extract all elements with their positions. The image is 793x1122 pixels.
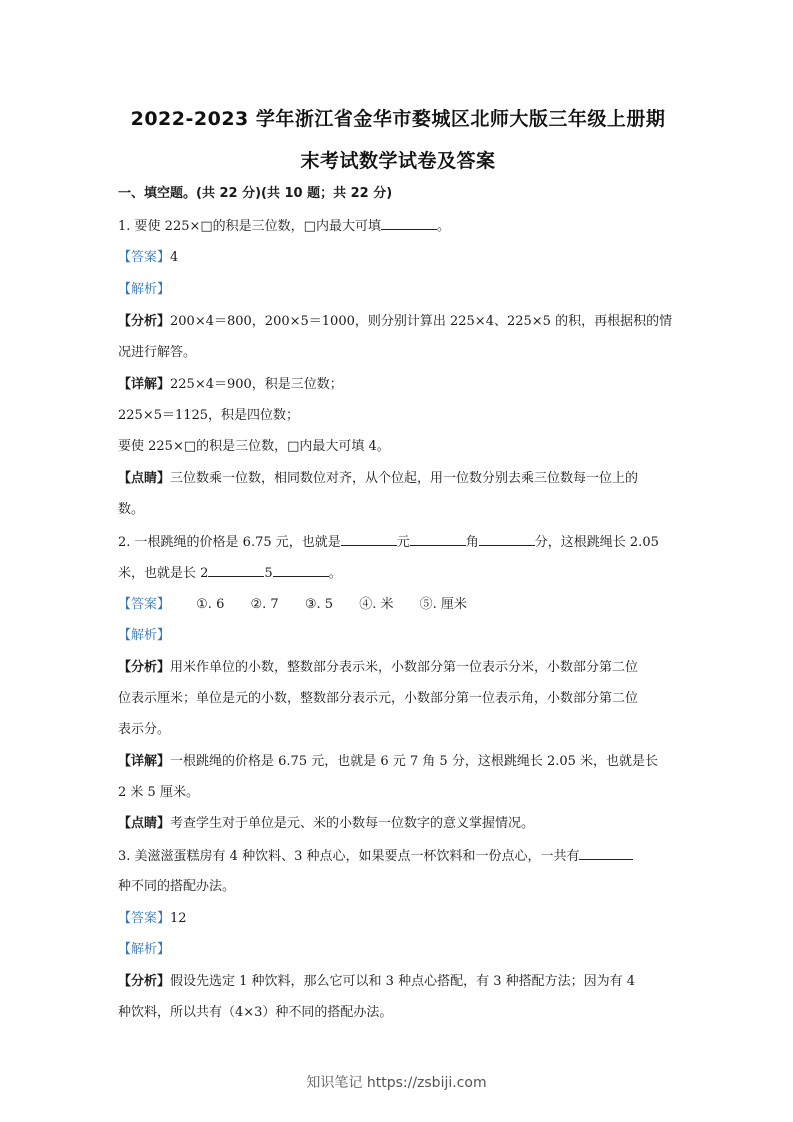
fenxi-tag: 【分析】 [118,974,171,989]
answer-tag: 【答案】 [118,911,171,926]
q2-stem-b3: 。 [328,566,342,581]
q2-fenxi-line3: 表示分。 [118,722,171,737]
fenxi-tag: 【分析】 [118,660,171,675]
dianjing-tag: 【点睛】 [118,471,171,486]
q2-xiangjie-line2: 2 米 5 厘米。 [118,785,199,800]
dianjing-tag: 【点睛】 [118,816,171,831]
q1-fenxi-text: 200×4＝800，200×5＝1000，则分别计算出 225×4、225×5 的积，再根据积的情 [170,314,673,329]
document-title-line2: 末考试数学试卷及答案 [300,150,496,172]
q2-stem-b1: 米，也就是长 2 [118,566,209,581]
q1-xiangjie-line3: 要使 225×□的积是三位数，□内最大可填 4。 [118,439,390,454]
q3-analysis-tag: 【解析】 [118,942,171,957]
q2-fenxi-text: 用米作单位的小数，整数部分表示米，小数部分第一位表示分米，小数部分第二位 [170,660,639,675]
q2-fenxi-line2: 位表示厘米；单位是元的小数，整数部分表示元，小数部分第一位表示角，小数部分第二位 [118,691,639,706]
q1-xiangjie-line2: 225×5＝1125，积是四位数； [118,408,300,423]
q1-fenxi-cont: 况进行解答。 [118,345,197,360]
q3-stem-line2: 种不同的搭配办法。 [118,879,236,894]
q3-stem [118,847,678,866]
q3-fenxi-text: 假设先选定 1 种饮料，那么它可以和 3 种点心搭配，有 3 种搭配方法；因为有 4 [170,974,636,989]
q3-answer [118,910,678,928]
q2-stem-text: 2. 一根跳绳的价格是 6.75 元，也就是 [118,535,341,550]
q2-analysis-tag: 【解析】 [118,628,171,643]
q1-stem-text: 1. 要使 225×□的积是三位数，□内最大可填 [118,219,381,234]
q3-answer-value: 12 [170,911,187,926]
q3-blank [579,847,633,860]
q2-answer-4: ④. 米 [359,597,394,612]
q1-xiangjie-text: 225×4＝900，积是三位数； [170,377,343,392]
q1-stem-end: 。 [436,219,450,234]
q2-stem-line2 [118,564,678,583]
answer-tag: 【答案】 [118,597,171,612]
q2-stem [118,533,678,552]
q1-answer [118,249,678,267]
q2-stem-tail: 分，这根跳绳长 2.05 [534,535,659,550]
q1-blank [381,217,437,230]
q3-stem-text: 3. 美滋滋蛋糕房有 4 种饮料、3 种点心，如果要点一杯饮料和一份点心，一共有 [118,849,580,864]
q1-dianjing-cont: 数。 [118,502,145,517]
footer-watermark: 知识笔记 https://zsbiji.com [306,1075,487,1091]
q2-blank-jiao [410,533,466,546]
q3-fenxi [118,973,678,991]
q1-answer-value: 4 [170,250,179,265]
xiangjie-tag: 【详解】 [118,377,171,392]
q2-dianjing-text: 考查学生对于单位是元、米的小数每一位数字的意义掌握情况。 [170,816,535,831]
q1-fenxi [118,313,678,331]
q2-blank-unit2 [273,564,329,577]
q2-unit-jiao: 角 [465,535,479,550]
q2-blank-unit1 [208,564,264,577]
document-title-line1: 2022-2023 学年浙江省金华市婺城区北师大版三年级上册期 [130,108,666,130]
answer-tag: 【答案】 [118,250,171,265]
q2-answer-1: ①. 6 [196,597,225,612]
q2-answer-3: ③. 5 [304,597,334,612]
xiangjie-tag: 【详解】 [118,754,171,769]
q2-fenxi [118,659,678,677]
q1-xiangjie [118,376,678,394]
q1-dianjing-text: 三位数乘一位数，相同数位对齐，从个位起，用一位数分别去乘三位数每一位上的 [170,471,639,486]
q2-dianjing [118,815,678,833]
q2-answer-5: ⑤. 厘米 [419,597,467,612]
section-heading: 一、填空题。(共 22 分)(共 10 题；共 22 分) [118,186,393,201]
q2-unit-yuan: 元 [396,535,410,550]
q2-xiangjie-text: 一根跳绳的价格是 6.75 元，也就是 6 元 7 角 5 分，这根跳绳长 2.05 米，也就是长 [170,754,659,769]
q2-blank-yuan [341,533,397,546]
q2-answer-2: ②. 7 [250,597,279,612]
fenxi-tag: 【分析】 [118,314,171,329]
q2-blank-fen [479,533,535,546]
q1-dianjing [118,470,678,488]
q3-fenxi-line2: 种饮料，所以共有（4×3）种不同的搭配办法。 [118,1005,393,1020]
q2-stem-b2: 5 [264,566,273,581]
q2-xiangjie [118,753,678,771]
q1-analysis-tag: 【解析】 [118,282,171,297]
q2-answer [118,596,678,614]
q1-stem [118,217,678,236]
